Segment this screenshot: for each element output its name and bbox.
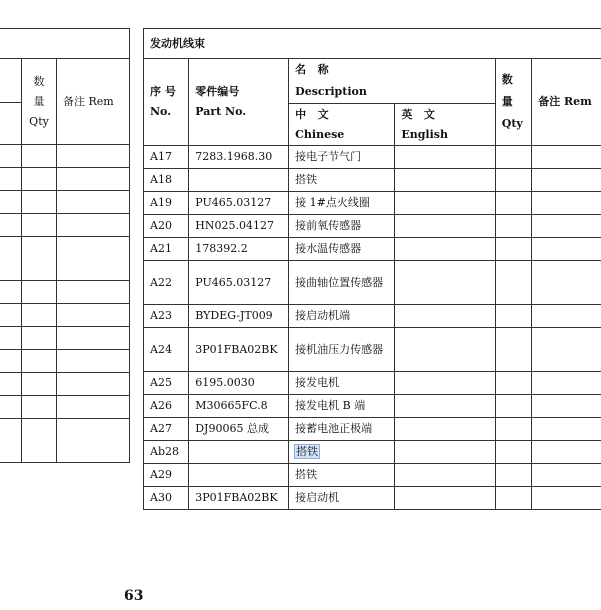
row-remark	[532, 169, 601, 192]
table-row	[0, 373, 130, 396]
row-qty	[495, 215, 531, 238]
row-part-no: 3P01FBA02BK	[189, 487, 289, 510]
row-part-no: 3P01FBA02BK	[189, 328, 289, 372]
page-number: 63	[124, 588, 144, 604]
row-qty	[495, 395, 531, 418]
table-row	[144, 261, 601, 305]
row-remark	[532, 418, 601, 441]
row-english-name	[395, 418, 495, 441]
row-remark	[532, 487, 601, 510]
row-remark	[532, 395, 601, 418]
row-no: A30	[144, 487, 189, 510]
row-no: A26	[144, 395, 189, 418]
row-remark	[532, 372, 601, 395]
row-no: Ab28	[144, 441, 189, 464]
row-english-name	[395, 169, 495, 192]
table-row	[144, 238, 601, 261]
row-no: A19	[144, 192, 189, 215]
row-chinese-name: 接发电机 B 端	[289, 395, 395, 418]
header-row	[144, 59, 601, 104]
row-chinese-name: 接曲轴位置传感器	[289, 261, 395, 305]
qty-header: 数 量 Qty	[495, 59, 531, 146]
table-row	[0, 145, 130, 168]
row-chinese-name: 接发电机	[289, 372, 395, 395]
table-row	[0, 350, 130, 373]
english-header: 英 文 English	[395, 104, 495, 146]
row-qty	[495, 418, 531, 441]
table-row	[0, 191, 130, 214]
table-row	[144, 441, 601, 464]
table-row	[144, 395, 601, 418]
table-row	[0, 168, 130, 191]
row-english-name	[395, 464, 495, 487]
table-row	[0, 419, 130, 463]
row-qty	[495, 328, 531, 372]
table-row	[0, 304, 130, 327]
table-row	[0, 281, 130, 304]
table-title-row	[144, 29, 601, 59]
row-qty	[495, 441, 531, 464]
row-chinese-name: 接 1#点火线圈	[289, 192, 395, 215]
row-qty	[495, 372, 531, 395]
row-english-name	[395, 441, 495, 464]
row-english-name	[395, 372, 495, 395]
row-part-no: 7283.1968.30	[189, 146, 289, 169]
table-row	[144, 192, 601, 215]
left-title-row	[0, 29, 130, 59]
row-part-no	[189, 441, 289, 464]
left-parts-table	[0, 28, 130, 463]
row-english-name	[395, 261, 495, 305]
left-header-row	[0, 59, 130, 103]
row-english-name	[395, 487, 495, 510]
table-body	[144, 146, 601, 510]
row-no: A20	[144, 215, 189, 238]
row-english-name	[395, 146, 495, 169]
row-qty	[495, 305, 531, 328]
engine-harness-table	[143, 28, 601, 510]
row-part-no: M30665FC.8	[189, 395, 289, 418]
row-english-name	[395, 305, 495, 328]
row-qty	[495, 238, 531, 261]
table-row	[0, 214, 130, 237]
row-part-no: 6195.0030	[189, 372, 289, 395]
row-chinese-name: 搭铁	[289, 441, 395, 464]
row-chinese-name: 搭铁	[289, 169, 395, 192]
row-no: A29	[144, 464, 189, 487]
row-english-name	[395, 238, 495, 261]
row-english-name	[395, 215, 495, 238]
table-row	[144, 328, 601, 372]
row-part-no	[189, 169, 289, 192]
table-title: 发动机线束	[144, 29, 601, 59]
remark-header: 备注 Rem	[532, 59, 601, 146]
row-chinese-name: 接启动机端	[289, 305, 395, 328]
row-part-no: 178392.2	[189, 238, 289, 261]
row-remark	[532, 146, 601, 169]
seq-header: 序 号 No.	[144, 59, 189, 146]
table-row	[144, 464, 601, 487]
row-part-no: PU465.03127	[189, 261, 289, 305]
left-remark-header: 备注 Rem	[57, 59, 130, 145]
row-remark	[532, 192, 601, 215]
row-part-no: BYDEG-JT009	[189, 305, 289, 328]
row-remark	[532, 215, 601, 238]
row-qty	[495, 192, 531, 215]
row-part-no	[189, 464, 289, 487]
row-part-no: DJ90065 总成	[189, 418, 289, 441]
row-chinese-name: 接机油压力传感器	[289, 328, 395, 372]
row-no: A22	[144, 261, 189, 305]
row-no: A18	[144, 169, 189, 192]
row-english-name	[395, 192, 495, 215]
table-row	[0, 237, 130, 281]
table-row	[0, 396, 130, 419]
row-remark	[532, 441, 601, 464]
row-no: A27	[144, 418, 189, 441]
table-row	[144, 146, 601, 169]
row-chinese-name: 搭铁	[289, 464, 395, 487]
row-chinese-name: 接启动机	[289, 487, 395, 510]
table-row	[144, 169, 601, 192]
part-no-header: 零件编号 Part No.	[189, 59, 289, 146]
table-row	[144, 305, 601, 328]
row-no: A24	[144, 328, 189, 372]
row-remark	[532, 261, 601, 305]
row-chinese-name: 接电子节气门	[289, 146, 395, 169]
table-row	[144, 215, 601, 238]
row-part-no: PU465.03127	[189, 192, 289, 215]
left-qty-header: 数 量 Qty	[22, 59, 57, 145]
row-remark	[532, 328, 601, 372]
table-row	[144, 487, 601, 510]
row-qty	[495, 464, 531, 487]
row-chinese-name: 接蓄电池正极端	[289, 418, 395, 441]
row-no: A25	[144, 372, 189, 395]
row-english-name	[395, 328, 495, 372]
row-qty	[495, 169, 531, 192]
row-remark	[532, 464, 601, 487]
row-english-name	[395, 395, 495, 418]
description-header: 名 称 Description	[289, 59, 496, 104]
row-remark	[532, 238, 601, 261]
row-chinese-name: 接水温传感器	[289, 238, 395, 261]
table-row	[144, 372, 601, 395]
row-qty	[495, 487, 531, 510]
table-row	[0, 327, 130, 350]
row-no: A17	[144, 146, 189, 169]
chinese-header: 中 文 Chinese	[289, 104, 395, 146]
row-no: A21	[144, 238, 189, 261]
table-row	[144, 418, 601, 441]
row-chinese-name: 接前氧传感器	[289, 215, 395, 238]
row-no: A23	[144, 305, 189, 328]
row-remark	[532, 305, 601, 328]
row-qty	[495, 146, 531, 169]
row-part-no: HN025.04127	[189, 215, 289, 238]
row-qty	[495, 261, 531, 305]
